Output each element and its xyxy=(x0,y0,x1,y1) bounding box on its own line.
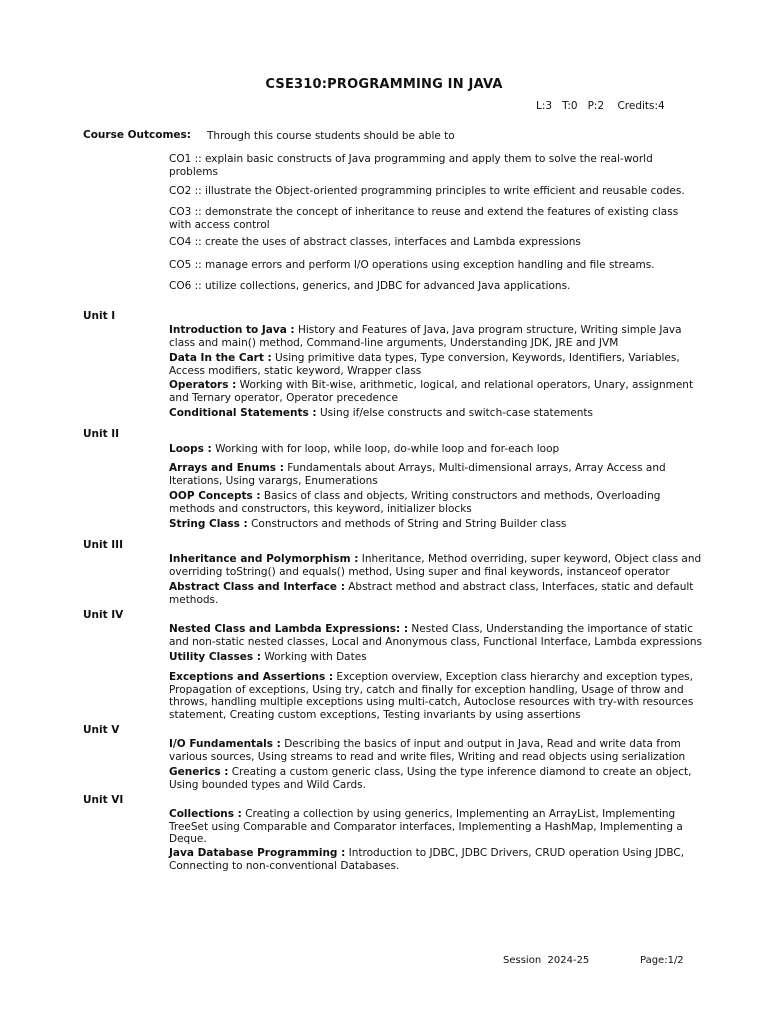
unit-topic xyxy=(169,490,709,515)
topic-text: Exception overview, Exception class hierarchy and exception types, Propagation of exceptions, Using try, catch and finally for exception handling, Usage of throw and throws, handling multiple exceptions using multi-catch, Autoclose resources with try-with resources statement, Creating custom exceptions, Testing invariants by using assertions xyxy=(169,671,694,721)
topic-heading: Java Database Programming : xyxy=(169,847,346,859)
topic-heading: Exceptions and Assertions : xyxy=(169,671,334,683)
topic-heading: String Class : xyxy=(169,518,248,530)
topic-heading: Generics : xyxy=(169,766,229,778)
topic-text: Describing the basics of input and output in Java, Read and write data from various sources, Using streams to read and write files, Writing and read objects using serialization xyxy=(169,738,686,763)
unit-topic xyxy=(169,581,709,606)
unit-heading: Unit II xyxy=(83,428,120,440)
unit-topic xyxy=(169,553,709,578)
session-label: Session 2024-25 xyxy=(503,955,590,966)
topic-text: History and Features of Java, Java program structure, Writing simple Java class and main() method, Command-line arguments, Understanding JDK, JRE and JVM xyxy=(169,324,682,349)
unit-topic xyxy=(169,324,709,349)
topic-text: Using primitive data types, Type conversion, Keywords, Identifiers, Variables, Access modifiers, static keyword, Wrapper class xyxy=(169,352,680,377)
course-outcome: CO3 :: demonstrate the concept of inheritance to reuse and extend the features of existing class with access control xyxy=(169,206,679,231)
unit-topic xyxy=(169,443,709,456)
course-outcome: CO4 :: create the uses of abstract classes, interfaces and Lambda expressions xyxy=(169,236,581,248)
topic-text: Working with for loop, while loop, do-while loop and for-each loop xyxy=(211,443,560,455)
unit-topic xyxy=(169,766,709,791)
topic-text: Constructors and methods of String and String Builder class xyxy=(247,518,567,530)
course-outcomes-intro: Through this course students should be able to xyxy=(207,130,455,142)
topic-text: Working with Bit-wise, arithmetic, logical, and relational operators, Unary, assignment and Ternary operator, Operator precedence xyxy=(169,379,694,404)
page-title: CSE310:PROGRAMMING IN JAVA xyxy=(265,77,503,92)
unit-heading: Unit V xyxy=(83,724,120,736)
topic-heading: Abstract Class and Interface : xyxy=(169,581,345,593)
topic-heading: Utility Classes : xyxy=(169,651,261,663)
topic-text: Inheritance, Method overriding, super keyword, Object class and overriding toString() and equals() method, Using super and final keywords, instanceof operator xyxy=(169,553,702,578)
topic-text: Creating a collection by using generics, Implementing an ArrayList, Implementing TreeSet using Comparable and Comparator interfaces, Implementing a HashMap, Implementing a Deque. xyxy=(169,808,683,845)
credits-line: L:3 T:0 P:2 Credits:4 xyxy=(536,100,665,112)
unit-heading: Unit IV xyxy=(83,609,124,621)
topic-text: Abstract method and abstract class, Interfaces, static and default methods. xyxy=(169,581,694,606)
course-outcome: CO6 :: utilize collections, generics, and JDBC for advanced Java applications. xyxy=(169,280,571,292)
unit-heading: Unit I xyxy=(83,310,116,322)
topic-text: Basics of class and objects, Writing constructors and methods, Overloading methods and constructors, this keyword, initializer blocks xyxy=(169,490,661,515)
unit-topic xyxy=(169,407,709,420)
topic-heading: I/O Fundamentals : xyxy=(169,738,281,750)
topic-heading: Conditional Statements : xyxy=(169,407,317,419)
topic-text: Introduction to JDBC, JDBC Drivers, CRUD operation Using JDBC, Connecting to non-conventional Databases. xyxy=(169,847,685,872)
topic-heading: OOP Concepts : xyxy=(169,490,261,502)
unit-topic xyxy=(169,379,709,404)
course-outcomes-label: Course Outcomes: xyxy=(83,129,191,141)
course-outcome: CO2 :: illustrate the Object-oriented programming principles to write efficient and reusable codes. xyxy=(169,185,685,197)
unit-topic xyxy=(169,671,709,721)
topic-heading: Data In the Cart : xyxy=(169,352,272,364)
course-outcome: CO1 :: explain basic constructs of Java programming and apply them to solve the real-world problems xyxy=(169,153,653,178)
topic-heading: Nested Class and Lambda Expressions: : xyxy=(169,623,409,635)
unit-topic xyxy=(169,462,709,487)
unit-heading: Unit VI xyxy=(83,794,124,806)
unit-heading: Unit III xyxy=(83,539,123,551)
topic-heading: Arrays and Enums : xyxy=(169,462,284,474)
page-number: Page:1/2 xyxy=(640,955,684,966)
course-outcome: CO5 :: manage errors and perform I/O operations using exception handling and file streams. xyxy=(169,259,655,271)
topic-text: Creating a custom generic class, Using the type inference diamond to create an object, Using bounded types and Wild Cards. xyxy=(169,766,692,791)
unit-topic xyxy=(169,352,709,377)
topic-text: Fundamentals about Arrays, Multi-dimensional arrays, Array Access and Iterations, Using varargs, Enumerations xyxy=(169,462,666,487)
unit-topic xyxy=(169,808,709,846)
unit-topic xyxy=(169,651,709,664)
topic-heading: Operators : xyxy=(169,379,237,391)
unit-topic xyxy=(169,518,709,531)
topic-heading: Loops : xyxy=(169,443,212,455)
unit-topic xyxy=(169,738,709,763)
topic-text: Nested Class, Understanding the importance of static and non-static nested classes, Local and Anonymous class, Functional Interface, Lambda expressions xyxy=(169,623,703,648)
unit-topic xyxy=(169,847,709,872)
topic-heading: Inheritance and Polymorphism : xyxy=(169,553,359,565)
topic-heading: Collections : xyxy=(169,808,242,820)
topic-text: Working with Dates xyxy=(260,651,367,663)
unit-topic xyxy=(169,623,709,648)
topic-text: Using if/else constructs and switch-case statements xyxy=(316,407,594,419)
topic-heading: Introduction to Java : xyxy=(169,324,295,336)
